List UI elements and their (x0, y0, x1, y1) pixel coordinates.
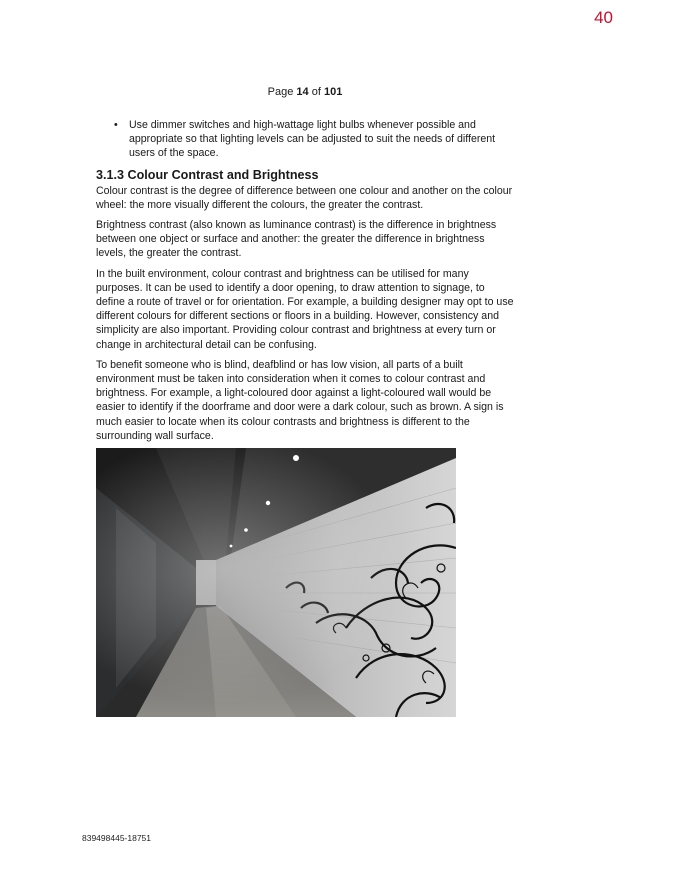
bullet-text: Use dimmer switches and high-wattage light bulbs whenever possible and appropriate so that lighting levels can be adjusted to suit the needs of different users of the space. (129, 119, 496, 160)
document-id: 839498445-18751 (82, 833, 152, 843)
page-header (0, 86, 610, 98)
bullet-item (96, 118, 516, 161)
page-number-corner: 40 (594, 8, 613, 27)
paragraph-definition-brightness: Brightness contrast (also known as luminance contrast) is the difference in brightness between one object or surface and another: the greater the difference in brightness levels, the greater the contrast. (96, 219, 497, 260)
total-pages: 101 (323, 86, 343, 98)
paragraph-built-environment: In the built environment, colour contrast and brightness can be utilised for many purposes. It can be used to identify a door opening, to draw attention to signage, to define a route of travel or for orientation. For example, a building designer may opt to use different colours for different sections or floors in a building. However, consistency and simplicity are also important. Providing colour contrast and brightness at every turn or change in architectural detail can be confusing. (96, 267, 514, 351)
document-body (96, 118, 516, 449)
page-of: of (311, 86, 321, 98)
paragraph-low-vision: To benefit someone who is blind, deafblind or has low vision, all parts of a built environment must be taken into consideration when it comes to colour contrast and brightness. For example, a light-coloured door against a light-coloured wall would be easier to identify if the doorframe and door were a dark colour, such as brown. A sign is much easier to locate when its colour contrasts and brightness is different to the surrounding wall surface. (96, 358, 504, 442)
page-label: Page (267, 86, 294, 98)
corridor-photo (96, 448, 456, 717)
bullet-icon: • (114, 119, 118, 131)
current-page: 14 (296, 86, 309, 98)
section-heading: 3.1.3 Colour Contrast and Brightness (96, 167, 319, 182)
paragraph-definition-colour: Colour contrast is the degree of difference between one colour and another on the colour wheel: the more visually different the colours, the greater the contrast. (96, 184, 513, 211)
